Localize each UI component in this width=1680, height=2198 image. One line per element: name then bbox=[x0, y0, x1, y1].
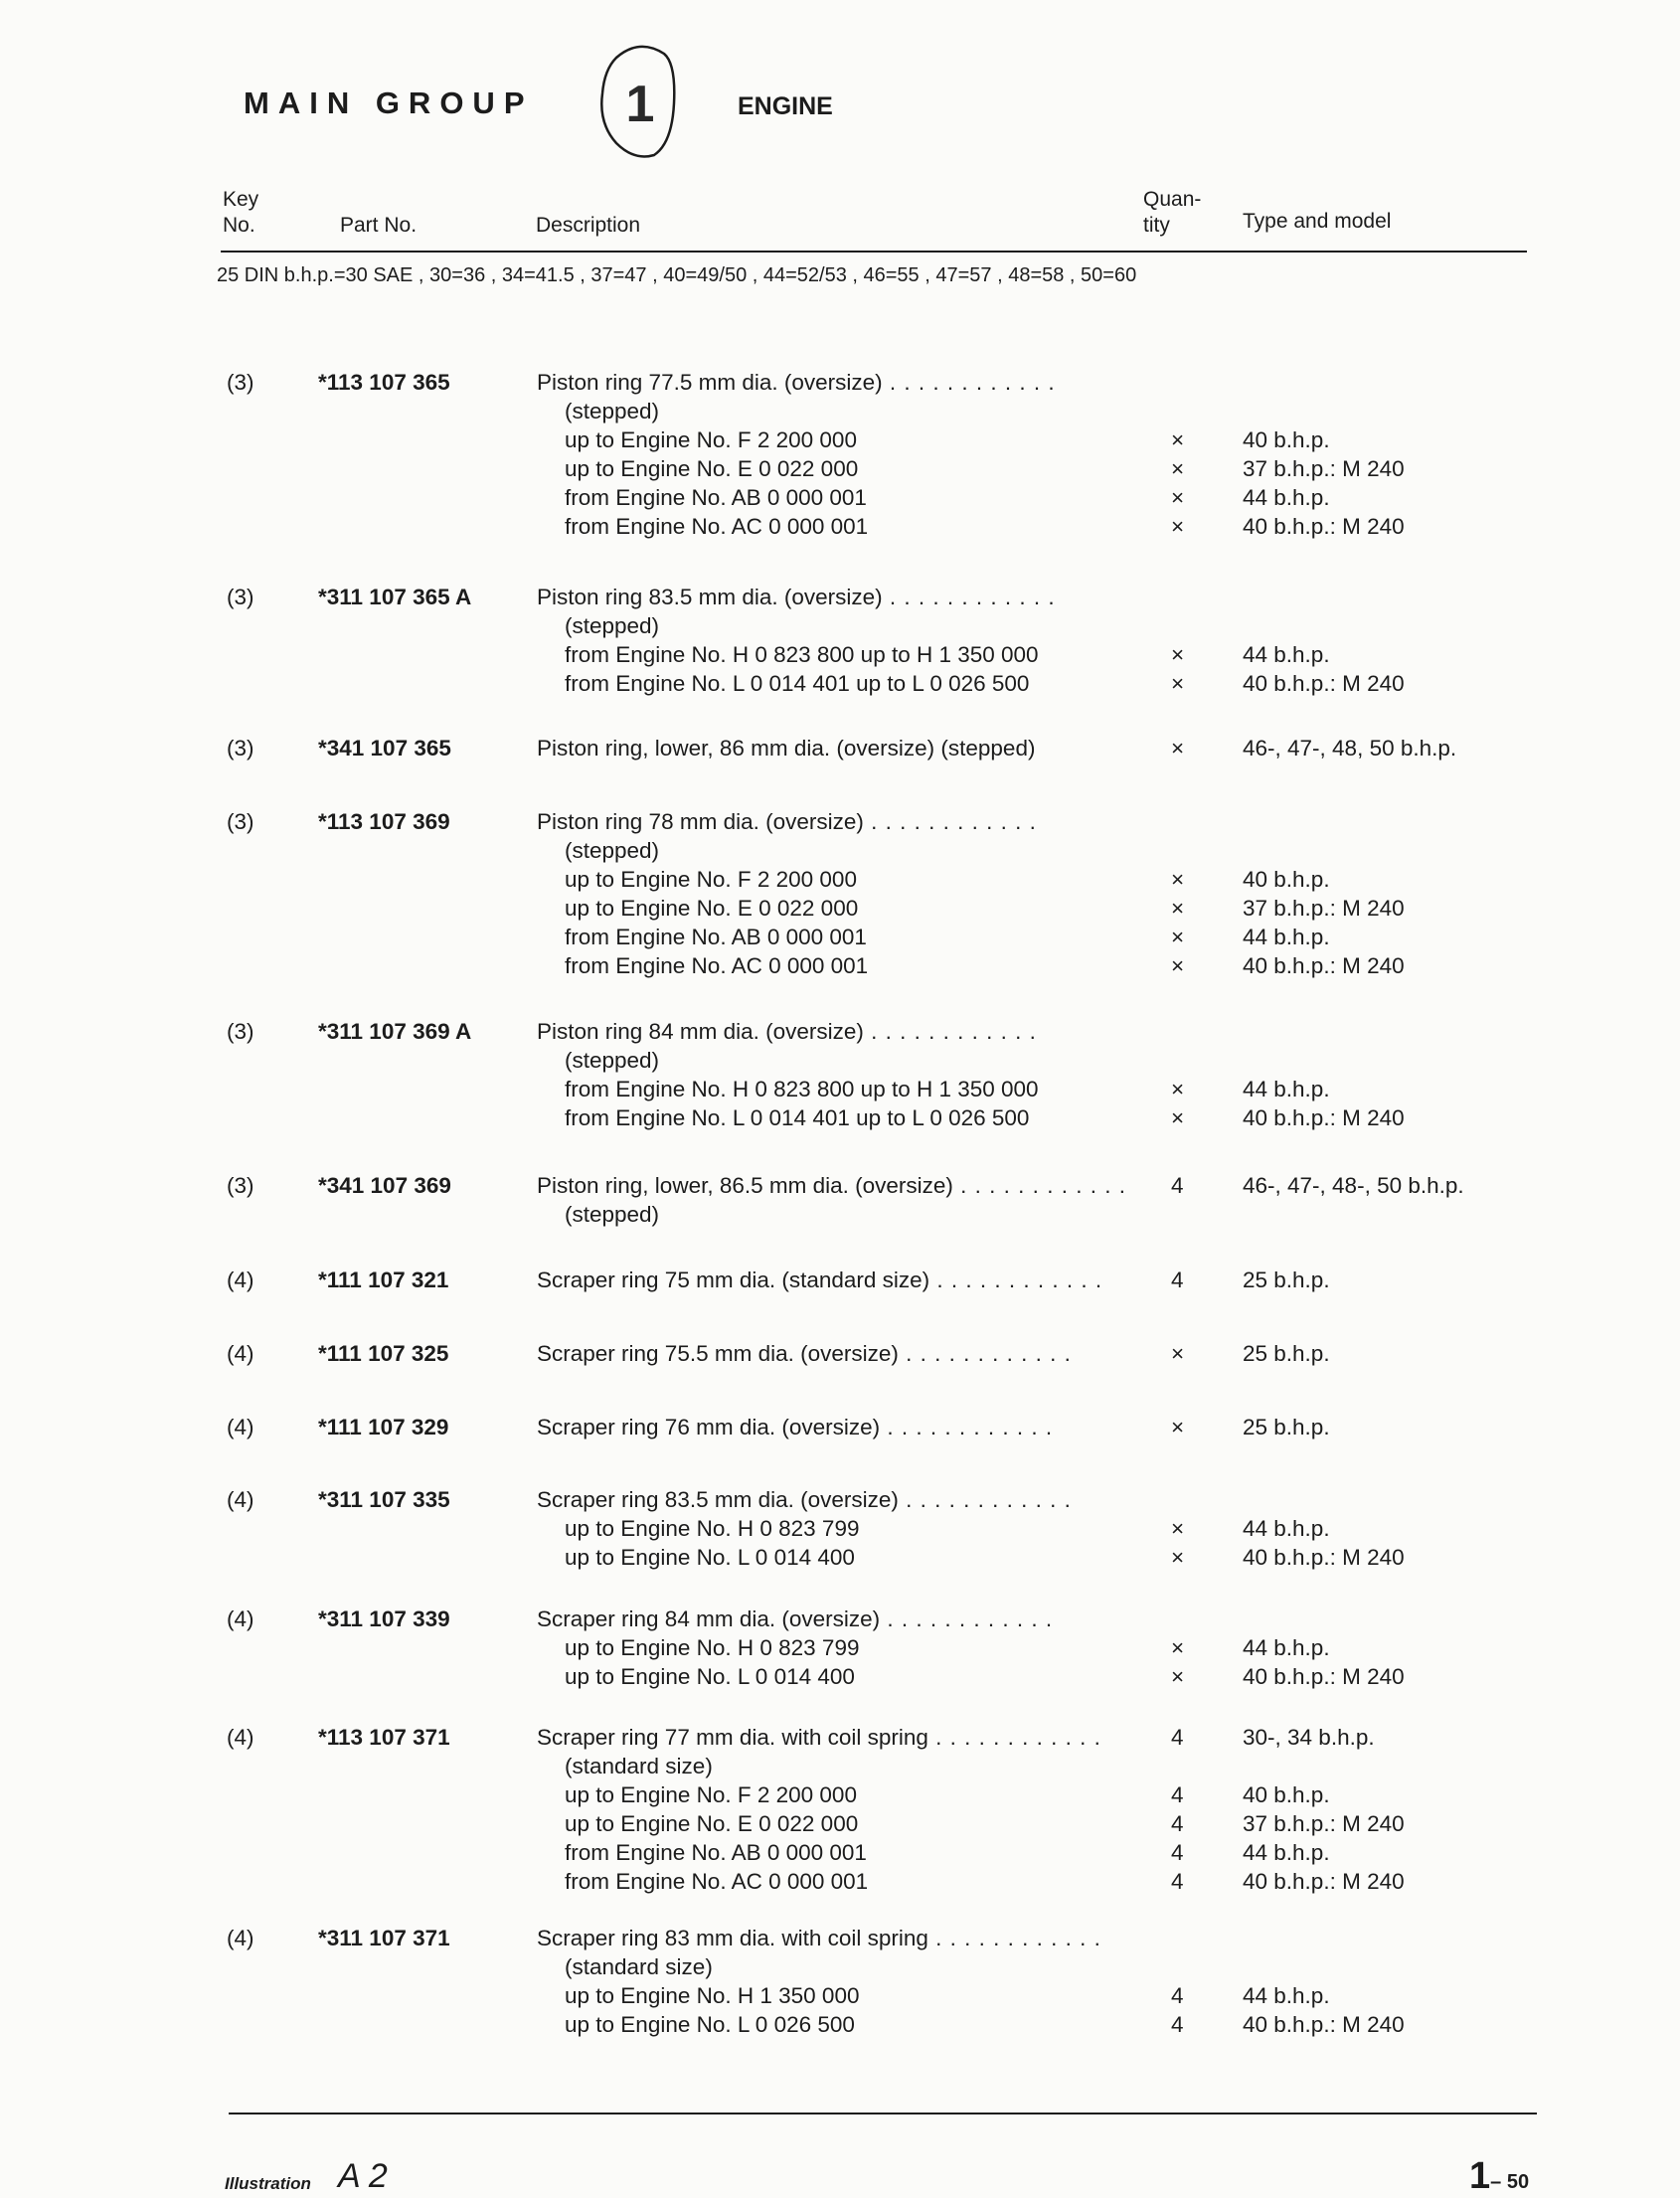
illustration-label: Illustration bbox=[225, 2174, 311, 2193]
part-description-line: Scraper ring 77 mm dia. with coil spring . . . bbox=[537, 1723, 1101, 1752]
part-key-no: (4) bbox=[227, 1926, 254, 1950]
part-type-model: 40 b.h.p.: M 240 bbox=[1243, 671, 1405, 696]
part-quantity: 4 bbox=[1171, 1782, 1184, 1807]
part-type-model: 44 b.h.p. bbox=[1243, 485, 1330, 510]
part-quantity: × bbox=[1171, 456, 1185, 481]
part-type-model: 37 b.h.p.: M 240 bbox=[1243, 456, 1405, 481]
part-key-no: (3) bbox=[227, 809, 254, 834]
part-type-model: 40 b.h.p.: M 240 bbox=[1243, 514, 1405, 539]
part-description-line: (stepped) bbox=[565, 838, 660, 863]
main-group-label: MAIN GROUP bbox=[244, 85, 534, 120]
part-quantity: × bbox=[1171, 671, 1185, 696]
header-rule bbox=[221, 251, 1527, 253]
part-type-model: 40 b.h.p.: M 240 bbox=[1243, 953, 1405, 978]
part-quantity: × bbox=[1171, 953, 1185, 978]
part-quantity: × bbox=[1171, 925, 1185, 949]
part-description-line: up to Engine No. H 1 350 000 bbox=[565, 1983, 860, 2008]
part-quantity: × bbox=[1171, 1415, 1185, 1439]
part-key-no: (3) bbox=[227, 736, 254, 761]
column-part-no: Part No. bbox=[340, 214, 418, 237]
part-type-model: 37 b.h.p.: M 240 bbox=[1243, 896, 1405, 921]
part-key-no: (3) bbox=[227, 585, 254, 609]
part-number: *341 107 369 bbox=[318, 1173, 451, 1198]
column-quantity-line-2: tity bbox=[1143, 214, 1170, 237]
part-description-line: from Engine No. AC 0 000 001 bbox=[565, 514, 869, 539]
part-key-no: (4) bbox=[227, 1487, 254, 1512]
column-key-no bbox=[223, 187, 258, 239]
part-description-line: (stepped) bbox=[565, 399, 660, 423]
part-key-no: (4) bbox=[227, 1725, 254, 1750]
illustration-mark: A 2 bbox=[338, 2157, 388, 2195]
part-type-model: 44 b.h.p. bbox=[1243, 1840, 1330, 1865]
part-description-line: from Engine No. H 0 823 800 up to H 1 350 000 bbox=[565, 1077, 1039, 1101]
column-key-no-line-2: No. bbox=[223, 214, 255, 237]
part-description-line: from Engine No. AC 0 000 001 bbox=[565, 953, 869, 978]
part-type-model: 40 b.h.p.: M 240 bbox=[1243, 1664, 1405, 1689]
part-key-no: (4) bbox=[227, 1606, 254, 1631]
part-quantity: × bbox=[1171, 642, 1185, 667]
part-quantity: × bbox=[1171, 1545, 1185, 1570]
part-description-line: Piston ring, lower, 86.5 mm dia. (oversize) . . . bbox=[537, 1171, 1126, 1200]
group-number: 1 bbox=[625, 76, 655, 133]
part-description-line: up to Engine No. F 2 200 000 bbox=[565, 867, 857, 892]
part-quantity: 4 bbox=[1171, 1268, 1184, 1292]
page-number-sub: – 50 bbox=[1490, 2171, 1530, 2193]
part-key-no: (4) bbox=[227, 1415, 254, 1439]
part-number: *341 107 365 bbox=[318, 736, 451, 761]
part-key-no: (3) bbox=[227, 1019, 254, 1044]
part-type-model: 30-, 34 b.h.p. bbox=[1243, 1725, 1375, 1750]
part-number: *311 107 369 A bbox=[318, 1019, 472, 1044]
part-description-line: Scraper ring 83 mm dia. with coil spring . . . bbox=[537, 1924, 1101, 1952]
part-description-line: Piston ring, lower, 86 mm dia. (oversize) (stepped) bbox=[537, 736, 1036, 761]
column-type-model: Type and model bbox=[1243, 210, 1392, 233]
part-type-model: 25 b.h.p. bbox=[1243, 1341, 1330, 1366]
part-description-line: (standard size) bbox=[565, 1754, 713, 1778]
part-key-no: (3) bbox=[227, 370, 254, 395]
part-quantity: 4 bbox=[1171, 1983, 1184, 2008]
part-number: *311 107 365 A bbox=[318, 585, 472, 609]
part-type-model: 40 b.h.p.: M 240 bbox=[1243, 2012, 1405, 2037]
footer-rule bbox=[229, 2113, 1537, 2114]
part-description-line: Piston ring 78 mm dia. (oversize) . . . bbox=[537, 807, 1037, 836]
part-key-no: (4) bbox=[227, 1268, 254, 1292]
part-quantity: × bbox=[1171, 1516, 1185, 1541]
part-number: *111 107 329 bbox=[318, 1415, 449, 1439]
part-quantity: × bbox=[1171, 427, 1185, 452]
column-quantity bbox=[1143, 187, 1201, 239]
part-description-line: from Engine No. AB 0 000 001 bbox=[565, 925, 867, 949]
part-quantity: 4 bbox=[1171, 1869, 1184, 1894]
part-type-model: 40 b.h.p. bbox=[1243, 1782, 1330, 1807]
part-quantity: × bbox=[1171, 867, 1185, 892]
part-description-line: (stepped) bbox=[565, 1202, 660, 1227]
part-description-line: Scraper ring 76 mm dia. (oversize) . . . bbox=[537, 1413, 1053, 1441]
page-number-main: 1 bbox=[1469, 2155, 1491, 2197]
part-description-line: from Engine No. AC 0 000 001 bbox=[565, 1869, 869, 1894]
part-type-model: 44 b.h.p. bbox=[1243, 1077, 1330, 1101]
part-description-line: from Engine No. L 0 014 401 up to L 0 026 500 bbox=[565, 1105, 1030, 1130]
part-quantity: × bbox=[1171, 1635, 1185, 1660]
part-quantity: × bbox=[1171, 1664, 1185, 1689]
part-description-line: Scraper ring 84 mm dia. (oversize) . . . bbox=[537, 1605, 1053, 1633]
part-number: *113 107 371 bbox=[318, 1725, 450, 1750]
part-quantity: 4 bbox=[1171, 1811, 1184, 1836]
part-quantity: × bbox=[1171, 736, 1185, 761]
column-description: Description bbox=[536, 214, 641, 237]
part-description-line: (stepped) bbox=[565, 613, 660, 638]
part-description-line: up to Engine No. E 0 022 000 bbox=[565, 456, 859, 481]
hp-conversion-line: 25 DIN b.h.p.=30 SAE , 30=36 , 34=41.5 , 37=47 , 40=49/50 , 44=52/53 , 46=55 , 47=57 , 48=58 , 50=60 bbox=[217, 264, 1137, 286]
part-type-model: 40 b.h.p.: M 240 bbox=[1243, 1545, 1405, 1570]
part-type-model: 44 b.h.p. bbox=[1243, 925, 1330, 949]
part-type-model: 44 b.h.p. bbox=[1243, 1983, 1330, 2008]
part-quantity: × bbox=[1171, 896, 1185, 921]
part-type-model: 40 b.h.p.: M 240 bbox=[1243, 1105, 1405, 1130]
part-key-no: (4) bbox=[227, 1341, 254, 1366]
part-number: *113 107 369 bbox=[318, 809, 450, 834]
part-description-line: up to Engine No. F 2 200 000 bbox=[565, 427, 857, 452]
part-type-model: 25 b.h.p. bbox=[1243, 1415, 1330, 1439]
part-description-line: (standard size) bbox=[565, 1954, 713, 1979]
part-description-line: up to Engine No. E 0 022 000 bbox=[565, 896, 859, 921]
part-description-line: Piston ring 77.5 mm dia. (oversize) . . . bbox=[537, 368, 1056, 397]
part-quantity: 4 bbox=[1171, 1840, 1184, 1865]
part-number: *113 107 365 bbox=[318, 370, 450, 395]
part-description-line: Piston ring 83.5 mm dia. (oversize) . . . bbox=[537, 583, 1056, 611]
part-number: *111 107 321 bbox=[318, 1268, 449, 1292]
part-quantity: × bbox=[1171, 1077, 1185, 1101]
group-name: ENGINE bbox=[738, 92, 833, 120]
part-description-line: Scraper ring 75 mm dia. (standard size) . . . bbox=[537, 1266, 1102, 1294]
part-quantity: × bbox=[1171, 514, 1185, 539]
part-quantity: × bbox=[1171, 485, 1185, 510]
part-description-line: up to Engine No. L 0 014 400 bbox=[565, 1545, 855, 1570]
part-description-line: from Engine No. AB 0 000 001 bbox=[565, 485, 867, 510]
part-type-model: 44 b.h.p. bbox=[1243, 1516, 1330, 1541]
part-number: *311 107 335 bbox=[318, 1487, 450, 1512]
part-description-line: up to Engine No. L 0 026 500 bbox=[565, 2012, 855, 2037]
part-description-line: from Engine No. H 0 823 800 up to H 1 350 000 bbox=[565, 642, 1039, 667]
part-quantity: × bbox=[1171, 1105, 1185, 1130]
part-key-no: (3) bbox=[227, 1173, 254, 1198]
part-quantity: 4 bbox=[1171, 1173, 1184, 1198]
column-key-no-line-1: Key bbox=[223, 188, 259, 211]
part-quantity: 4 bbox=[1171, 1725, 1184, 1750]
part-type-model: 40 b.h.p.: M 240 bbox=[1243, 1869, 1405, 1894]
part-type-model: 46-, 47-, 48-, 50 b.h.p. bbox=[1243, 1173, 1464, 1198]
part-description-line: Piston ring 84 mm dia. (oversize) . . . bbox=[537, 1017, 1037, 1046]
part-type-model: 37 b.h.p.: M 240 bbox=[1243, 1811, 1405, 1836]
part-number: *311 107 371 bbox=[318, 1926, 450, 1950]
part-type-model: 44 b.h.p. bbox=[1243, 642, 1330, 667]
part-type-model: 25 b.h.p. bbox=[1243, 1268, 1330, 1292]
part-description-line: Scraper ring 83.5 mm dia. (oversize) . . . bbox=[537, 1485, 1072, 1514]
column-quantity-line-1: Quan- bbox=[1143, 188, 1202, 211]
part-description-line: up to Engine No. E 0 022 000 bbox=[565, 1811, 859, 1836]
part-description-line: (stepped) bbox=[565, 1048, 660, 1073]
part-description-line: from Engine No. AB 0 000 001 bbox=[565, 1840, 867, 1865]
part-number: *111 107 325 bbox=[318, 1341, 449, 1366]
part-type-model: 44 b.h.p. bbox=[1243, 1635, 1330, 1660]
part-number: *311 107 339 bbox=[318, 1606, 450, 1631]
part-description-line: up to Engine No. F 2 200 000 bbox=[565, 1782, 857, 1807]
part-quantity: × bbox=[1171, 1341, 1185, 1366]
part-description-line: from Engine No. L 0 014 401 up to L 0 026 500 bbox=[565, 671, 1030, 696]
part-description-line: up to Engine No. H 0 823 799 bbox=[565, 1635, 860, 1660]
part-description-line: Scraper ring 75.5 mm dia. (oversize) . . . bbox=[537, 1339, 1072, 1368]
part-description-line: up to Engine No. H 0 823 799 bbox=[565, 1516, 860, 1541]
part-quantity: 4 bbox=[1171, 2012, 1184, 2037]
part-description-line: up to Engine No. L 0 014 400 bbox=[565, 1664, 855, 1689]
group-number-badge-icon bbox=[594, 44, 684, 161]
page-number bbox=[1469, 2155, 1529, 2198]
part-type-model: 40 b.h.p. bbox=[1243, 427, 1330, 452]
part-type-model: 40 b.h.p. bbox=[1243, 867, 1330, 892]
part-type-model: 46-, 47-, 48, 50 b.h.p. bbox=[1243, 736, 1457, 761]
